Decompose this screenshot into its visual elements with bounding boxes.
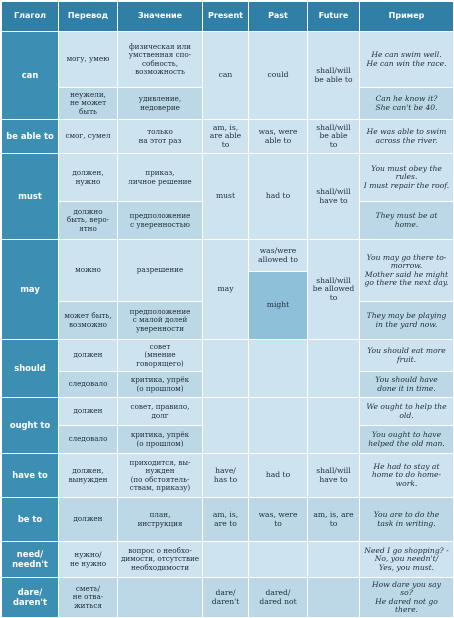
translation-cell: должен, вынужден <box>59 454 118 498</box>
example-cell: He was able to swim across the river. <box>360 120 454 154</box>
modal-verbs-table <box>1 1 454 618</box>
meaning-cell: вопрос о необхо- димости, отсутствие необходимости <box>118 542 203 578</box>
past-cell: was, were able to <box>249 120 308 154</box>
table-row <box>2 340 454 372</box>
present-cell: am, is, are able to <box>203 120 249 154</box>
verb-can: can <box>2 32 59 120</box>
example-cell: Need I go shopping? - No, you needn't/ Yes, you must. <box>360 542 454 578</box>
translation-cell: должно быть, веро- ятно <box>59 202 118 240</box>
present-cell <box>203 542 249 578</box>
meaning-cell: приказ, личное решение <box>118 154 203 202</box>
future-cell <box>308 340 360 398</box>
translation-cell: смог, сумел <box>59 120 118 154</box>
verb-must: must <box>2 154 59 240</box>
table-row <box>2 154 454 202</box>
translation-cell: могу, умею <box>59 32 118 88</box>
header-present: Present <box>203 2 249 32</box>
meaning-cell: критика, упрёк (о прошлом) <box>118 426 203 454</box>
meaning-cell: физическая или умственная спо- собность, возможность <box>118 32 203 88</box>
future-cell: shall/will be able to <box>308 32 360 120</box>
meaning-cell: удивление, недоверие <box>118 88 203 120</box>
example-cell: You are to do the task in writing. <box>360 498 454 542</box>
translation-cell: должен <box>59 398 118 426</box>
example-cell: We ought to help the old. <box>360 398 454 426</box>
past-cell <box>249 398 308 454</box>
future-cell: shall/will be allowed to <box>308 240 360 340</box>
example-cell: They may be playing in the yard now. <box>360 302 454 340</box>
verb-may: may <box>2 240 59 340</box>
meaning-cell: приходится, вы- нужден (по обстоятель- ствам, приказу) <box>118 454 203 498</box>
meaning-cell: план, инструкция <box>118 498 203 542</box>
verb-ought-to: ought to <box>2 398 59 454</box>
past-cell <box>249 542 308 578</box>
translation-cell: следовало <box>59 372 118 398</box>
future-cell: shall/will be able to <box>308 120 360 154</box>
header-past: Past <box>249 2 308 32</box>
past-cell: was/were allowed to <box>249 240 308 272</box>
future-cell <box>308 542 360 578</box>
translation-cell: должен <box>59 498 118 542</box>
future-cell <box>308 578 360 618</box>
future-cell: am, is, are to <box>308 498 360 542</box>
verb-have-to: have to <box>2 454 59 498</box>
present-cell: have/ has to <box>203 454 249 498</box>
present-cell: may <box>203 240 249 340</box>
translation-cell: сметь/ не отва- житься <box>59 578 118 618</box>
meaning-cell: только на этот раз <box>118 120 203 154</box>
past-cell: had to <box>249 154 308 240</box>
meaning-cell: критика, упрёк (о прошлом) <box>118 372 203 398</box>
meaning-cell: разрешение <box>118 240 203 302</box>
example-cell: You ought to have helped the old man. <box>360 426 454 454</box>
verb-need: need/ needn't <box>2 542 59 578</box>
header-verb: Глагол <box>2 2 59 32</box>
translation-cell: можно <box>59 240 118 302</box>
table-row <box>2 542 454 578</box>
example-cell: They must be at home. <box>360 202 454 240</box>
table-row <box>2 498 454 542</box>
example-cell: He can swim well. He can win the race. <box>360 32 454 88</box>
example-cell: How dare you say so? He dared not go there. <box>360 578 454 618</box>
future-cell <box>308 398 360 454</box>
example-cell: You must obey the rules. I must repair the roof. <box>360 154 454 202</box>
past-cell <box>249 340 308 398</box>
meaning-cell <box>118 578 203 618</box>
translation-cell: может быть, возможно <box>59 302 118 340</box>
header-translation: Перевод <box>59 2 118 32</box>
translation-cell: следовало <box>59 426 118 454</box>
verb-dare: dare/ daren't <box>2 578 59 618</box>
future-cell: shall/will have to <box>308 154 360 240</box>
present-cell: must <box>203 154 249 240</box>
table-row <box>2 578 454 618</box>
header-row <box>2 2 454 32</box>
translation-cell: нужно/ не нужно <box>59 542 118 578</box>
meaning-cell: предположение с малой долей уверенности <box>118 302 203 340</box>
header-example: Пример <box>360 2 454 32</box>
example-cell: Can he know it? She can't be 40. <box>360 88 454 120</box>
table-row <box>2 120 454 154</box>
past-cell: might <box>249 272 308 340</box>
present-cell <box>203 340 249 398</box>
meaning-cell: предположение с уверенностью <box>118 202 203 240</box>
future-cell: shall/will have to <box>308 454 360 498</box>
translation-cell: неужели, не может быть <box>59 88 118 120</box>
meaning-cell: совет, правило, долг <box>118 398 203 426</box>
past-cell: could <box>249 32 308 120</box>
meaning-cell: совет (мнение говорящего) <box>118 340 203 372</box>
verb-be-to: be to <box>2 498 59 542</box>
translation-cell: должен <box>59 340 118 372</box>
example-cell: You should eat more fruit. <box>360 340 454 372</box>
example-cell: You should have done it in time. <box>360 372 454 398</box>
verb-be-able-to: be able to <box>2 120 59 154</box>
past-cell: was, were to <box>249 498 308 542</box>
table-row <box>2 240 454 272</box>
verb-should: should <box>2 340 59 398</box>
table-row <box>2 32 454 88</box>
table-row <box>2 398 454 426</box>
present-cell: dare/ daren't <box>203 578 249 618</box>
table-row <box>2 454 454 498</box>
translation-cell: должен, нужно <box>59 154 118 202</box>
example-cell: You may go there to- morrow. Mother said he might go there the next day. <box>360 240 454 302</box>
past-cell: had to <box>249 454 308 498</box>
present-cell <box>203 398 249 454</box>
present-cell: can <box>203 32 249 120</box>
header-meaning: Значение <box>118 2 203 32</box>
header-future: Future <box>308 2 360 32</box>
past-cell: dared/ dared not <box>249 578 308 618</box>
present-cell: am, is, are to <box>203 498 249 542</box>
example-cell: He had to stay at home to do home- work. <box>360 454 454 498</box>
